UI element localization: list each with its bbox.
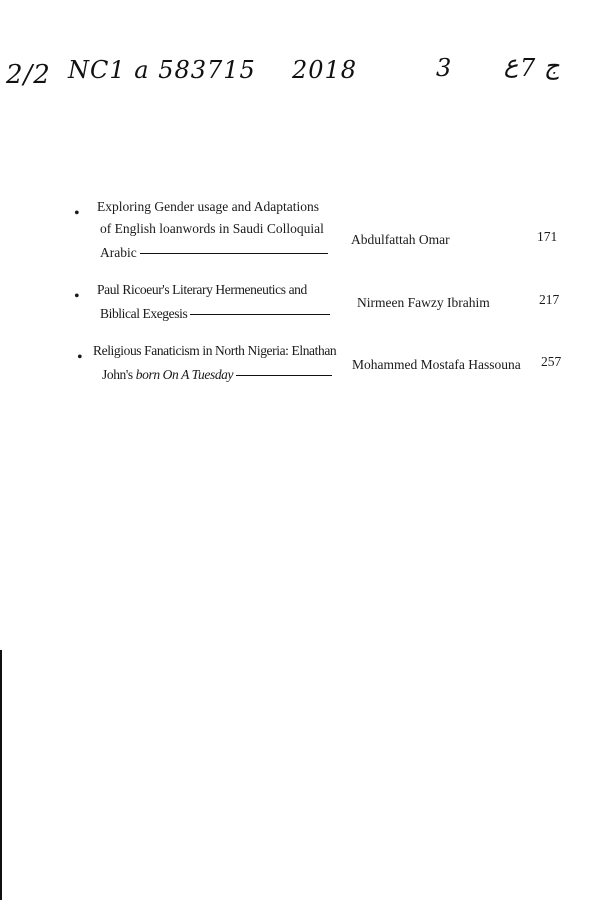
bullet-icon: • xyxy=(74,205,80,222)
entry-author: Nirmeen Fawzy Ibrahim xyxy=(357,295,490,310)
handwritten-part-mark: 2/2 xyxy=(6,60,51,90)
handwritten-mark: ج xyxy=(544,52,560,80)
title-italic: born On A Tuesday xyxy=(135,367,234,382)
entry-page-number: 217 xyxy=(539,292,560,307)
title-line: Paul Ricoeur's Literary Hermeneutics and xyxy=(97,282,307,297)
entry-title xyxy=(97,196,328,264)
title-line: John's xyxy=(102,367,133,382)
scan-edge xyxy=(0,650,2,900)
leader-line xyxy=(140,253,328,254)
bullet-icon: • xyxy=(74,288,80,305)
handwritten-number: 3 xyxy=(436,54,453,82)
entry-author: Mohammed Mostafa Hassouna xyxy=(352,357,521,372)
leader-line xyxy=(190,314,330,315)
handwritten-call-number: NC1 a 583715 xyxy=(68,56,256,84)
title-line: Biblical Exegesis xyxy=(100,306,188,321)
entry-page-number: 257 xyxy=(541,354,562,369)
entry-author: Abdulfattah Omar xyxy=(351,232,450,247)
entry-page-number: 171 xyxy=(537,229,558,244)
bullet-icon: • xyxy=(77,349,83,366)
leader-line xyxy=(236,375,332,376)
entry-title xyxy=(93,340,336,386)
title-line: Religious Fanaticism in North Nigeria: Elnathan xyxy=(93,343,337,358)
title-line: of English loanwords in Saudi Colloquial xyxy=(100,221,324,236)
handwritten-issue: 7 xyxy=(520,54,537,82)
handwritten-year: 2018 xyxy=(292,56,358,84)
title-line: Arabic xyxy=(100,245,137,260)
title-line: Exploring Gender usage and Adaptations xyxy=(97,199,319,214)
entry-title xyxy=(97,279,330,325)
handwritten-letter: ع xyxy=(504,50,519,78)
